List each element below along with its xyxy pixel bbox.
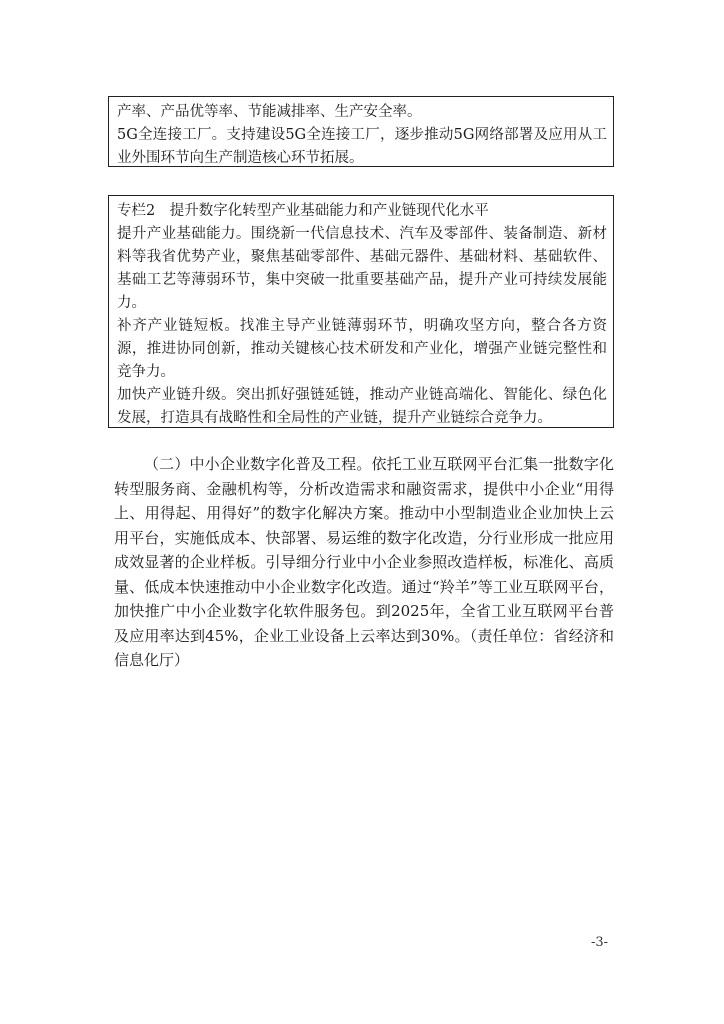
- column-2-box: [108, 195, 614, 428]
- body-paragraph-sme-digitalization: （二）中小企业数字化普及工程。依托工业互联网平台汇集一批数字化转型服务商、金融机构等，分析改造需求和融资需求，提供中小企业“用得上、用得起、用得好”的数字化解决方案。推动中小型制造业企业加快上云用平台，实施低成本、快部署、易运维的数字化改造，分行业形成一批应用成效显著的企业样板。引导细分行业中小企业参照改造样板，标准化、高质量、低成本快速推动中小企业数字化改造。通过“羚羊”等工业互联网平台，加快推广中小企业数字化软件服务包。到2025年，全省工业互联网平台普及应用率达到45%，企业工业设备上云率达到30%。（责任单位：省经济和信息化厅）: [114, 455, 614, 669]
- column-2-paragraph-3: 加快产业链升级。突出抓好强链延链，推动产业链高端化、智能化、绿色化发展，打造具有战略性和全局性的产业链，提升产业链综合竞争力。: [117, 387, 607, 426]
- page-number: -3-: [591, 935, 609, 950]
- continued-column-box: [108, 96, 614, 167]
- box1-line-2: 5G全连接工厂。支持建设5G全连接工厂，逐步推动5G网络部署及应用从工业外围环节向生产制造核心环节拓展。: [117, 127, 607, 166]
- column-2-paragraph-1: 提升产业基础能力。围绕新一代信息技术、汽车及零部件、装备制造、新材料等我省优势产业，聚焦基础零部件、基础元器件、基础材料、基础软件、基础工艺等薄弱环节，集中突破一批重要基础产品，提升产业可持续发展能力。: [117, 226, 607, 311]
- box1-line-1: 产率、产品优等率、节能减排率、生产安全率。: [117, 104, 422, 120]
- column-2-title: 专栏2 提升数字化转型产业基础能力和产业链现代化水平: [117, 203, 489, 219]
- column-2-paragraph-2: 补齐产业链短板。找准主导产业链薄弱环节，明确攻坚方向，整合各方资源，推进协同创新，推动关键核心技术研发和产业化，增强产业链完整性和竞争力。: [117, 318, 607, 380]
